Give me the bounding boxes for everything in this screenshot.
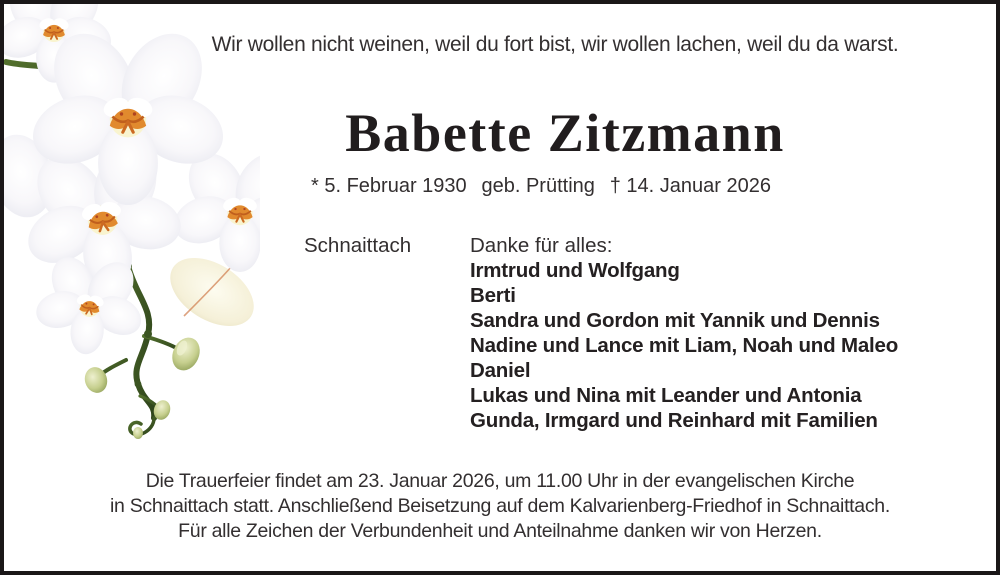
residence-place: Schnaittach xyxy=(304,234,412,257)
funeral-info-line: in Schnaittach statt. Anschließend Beisetzung auf dem Kalvarienberg-Friedhof in Schnaittach. xyxy=(110,495,890,517)
thanks-intro: Danke für alles: xyxy=(470,234,613,257)
birth-date: * 5. Februar 1930 xyxy=(311,175,467,197)
memorial-quote: Wir wollen nicht weinen, weil du fort bist, wir wollen lachen, weil du da warst. xyxy=(211,33,899,56)
deceased-name: Babette Zitzmann xyxy=(345,103,785,163)
funeral-info-line: Die Trauerfeier findet am 23. Januar 2026, um 11.00 Uhr in der evangelischen Kirche xyxy=(145,470,855,492)
mourner-line: Berti xyxy=(470,284,516,307)
mourners-block xyxy=(470,233,986,433)
life-dates-row xyxy=(311,174,771,198)
mourner-line: Daniel xyxy=(470,359,531,382)
mourner-line: Nadine und Lance mit Liam, Noah und Maleo xyxy=(470,334,899,357)
maiden-name: geb. Prütting xyxy=(481,175,595,197)
death-date: † 14. Januar 2026 xyxy=(609,175,771,197)
mourner-line: Lukas und Nina mit Leander und Antonia xyxy=(470,384,862,407)
mourner-line: Sandra und Gordon mit Yannik und Dennis xyxy=(470,309,880,332)
funeral-info-line: Für alle Zeichen der Verbundenheit und Anteilnahme danken wir von Herzen. xyxy=(178,520,822,542)
mourner-line: Irmtrud und Wolfgang xyxy=(470,259,680,282)
mourner-line: Gunda, Irmgard und Reinhard mit Familien xyxy=(470,409,878,432)
funeral-info xyxy=(4,469,996,544)
orchid-photo xyxy=(4,4,260,472)
